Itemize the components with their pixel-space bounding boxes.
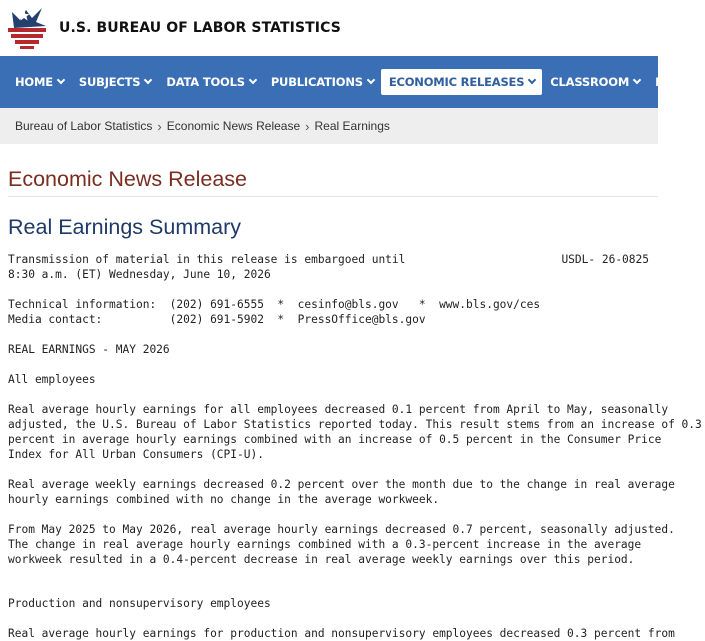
chevron-down-icon <box>691 76 699 84</box>
media-contact: Media contact: (202) 691-5902 * PressOffice@bls.gov <box>8 313 426 326</box>
nav-economic-releases[interactable] <box>381 69 542 95</box>
spacer <box>8 357 658 372</box>
embargo-time: 8:30 a.m. (ET) Wednesday, June 10, 2026 <box>8 268 271 281</box>
nav-label: HOME <box>15 75 53 89</box>
chevron-down-icon <box>249 76 257 84</box>
chevron-right-icon: › <box>305 118 310 134</box>
release-heading: REAL EARNINGS - MAY 2026 <box>8 343 170 356</box>
breadcrumb <box>0 108 658 144</box>
spacer <box>8 282 658 297</box>
release-body <box>8 252 702 641</box>
technical-info: Technical information: (202) 691-6555 * cesinfo@bls.gov * www.bls.gov/ces <box>8 298 541 311</box>
spacer <box>8 327 658 342</box>
chevron-down-icon <box>144 76 152 84</box>
chevron-down-icon <box>367 76 375 84</box>
paragraph-line: workweek resulted in a 0.4-percent decrease in real average weekly earnings over this period. <box>8 553 635 566</box>
paragraph-line: adjusted, the U.S. Bureau of Labor Statistics reported today. This result stems from an increase of 0.3 <box>8 418 702 431</box>
paragraph-line: Real average hourly earnings for production and nonsupervisory employees decreased 0.3 percent from <box>8 627 675 640</box>
nav-label: PUBLICATIONS <box>270 75 363 89</box>
chevron-down-icon <box>633 76 641 84</box>
spacer <box>8 507 658 522</box>
bls-eagle-flag-logo-icon[interactable] <box>6 6 48 50</box>
nav-publications[interactable] <box>263 69 381 95</box>
section-all-employees: All employees <box>8 373 96 386</box>
paragraph-line: percent in average hourly earnings combined with an increase of 0.5 percent in the Consumer Price <box>8 433 662 446</box>
nav-beta[interactable] <box>647 69 705 95</box>
site-title[interactable]: U.S. BUREAU OF LABOR STATISTICS <box>59 20 341 36</box>
site-header <box>0 0 658 56</box>
spacer <box>8 462 658 477</box>
chevron-right-icon: › <box>157 118 162 134</box>
nav-label: ECONOMIC RELEASES <box>388 75 525 89</box>
breadcrumb-link-news-release[interactable]: Economic News Release <box>166 119 301 133</box>
embargo-text: Transmission of material in this release is embargoed until <box>8 253 406 266</box>
page-title: Economic News Release <box>8 167 247 191</box>
paragraph-line: hourly earnings combined with no change in the average workweek. <box>8 493 440 506</box>
summary-title: Real Earnings Summary <box>8 215 242 239</box>
release-id: USDL- 26-0825 <box>561 253 649 266</box>
paragraph-line: Real average weekly earnings decreased 0.2 percent over the month due to the change in real average <box>8 478 675 491</box>
spacer <box>8 611 658 626</box>
nav-classroom[interactable] <box>542 69 647 95</box>
main-nav <box>0 56 687 108</box>
nav-label: DATA TOOLS <box>166 75 245 89</box>
nav-label: SUBJECTS <box>78 75 141 89</box>
spacer <box>8 567 658 596</box>
nav-label: CLASSROOM <box>550 75 630 89</box>
spacer <box>8 387 658 402</box>
paragraph-line: From May 2025 to May 2026, real average hourly earnings decreased 0.7 percent, seasonally adjusted. <box>8 523 675 536</box>
paragraph-line: Index for All Urban Consumers (CPI-U). <box>8 448 264 461</box>
nav-subjects[interactable] <box>71 69 159 95</box>
chevron-down-icon <box>528 76 536 84</box>
nav-label: BETA <box>655 75 687 89</box>
nav-home[interactable] <box>7 69 71 95</box>
breadcrumb-link-bls[interactable]: Bureau of Labor Statistics <box>15 119 153 133</box>
embargo-row <box>8 252 649 267</box>
chevron-down-icon <box>57 76 65 84</box>
nav-data-tools[interactable] <box>158 69 262 95</box>
breadcrumb-link-real-earnings[interactable]: Real Earnings <box>314 119 390 133</box>
divider <box>8 196 658 197</box>
section-production-employees: Production and nonsupervisory employees <box>8 597 271 610</box>
paragraph-line: The change in real average hourly earnings combined with a 0.3-percent increase in the average <box>8 538 642 551</box>
paragraph-line: Real average hourly earnings for all employees decreased 0.1 percent from April to May, seasonally <box>8 403 669 416</box>
